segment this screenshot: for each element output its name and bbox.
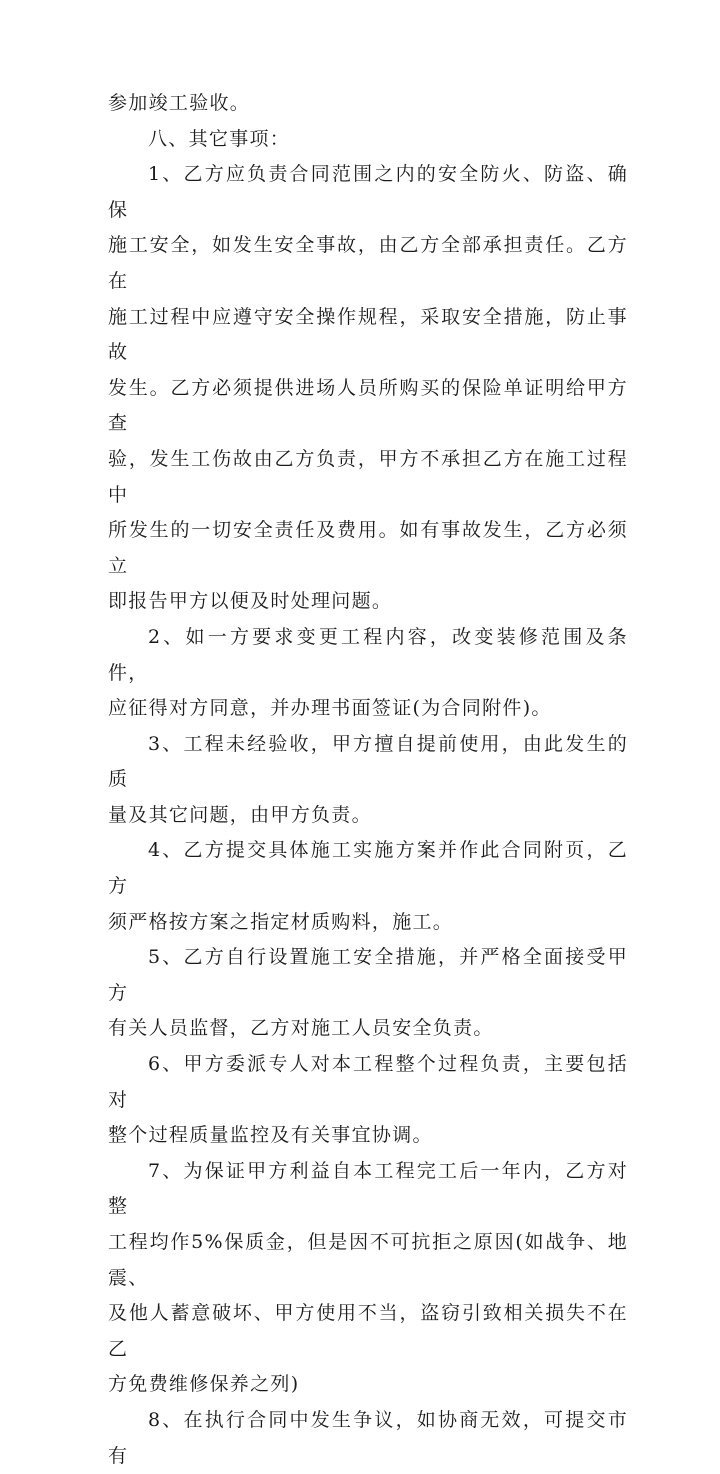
contract-text-body: [108, 86, 628, 1474]
clause-1-safety: 1、乙方应负责合同范围之内的安全防火、防盗、确保 施工安全，如发生安全事故，由乙方全部承担责任。乙方在 施工过程中应遵守安全操作规程，采取安全措施，防止事故 发生。乙方必须提供进场人员所购买的保险单证明给甲方查 验，发生工伤故由乙方负责，甲方不承担乙方在施工过程中 所发生的一切安全责任及费用。如有事故发生，乙方必须立 即报告甲方以便及时处理问题。: [108, 163, 628, 613]
clause-4-plan: 4、乙方提交具体施工实施方案并作此合同附页，乙方 须严格按方案之指定材质购料，施工。: [108, 839, 628, 933]
clause-7-warranty: 7、为保证甲方利益自本工程完工后一年内，乙方对整 工程均作5%保质金，但是因不可抗拒之原因(如战争、地震、 及他人蓄意破坏、甲方使用不当，盗窃引致相关损失不在乙 方免费维修保养之列): [108, 1159, 628, 1396]
paragraph-acceptance-continuation: 参加竣工验收。: [108, 92, 251, 114]
section-heading-other-matters: 八、其它事项：: [148, 127, 291, 150]
clause-6-supervision: 6、甲方委派专人对本工程整个过程负责，主要包括对 整个过程质量监控及有关事宜协调。: [108, 1053, 628, 1147]
clause-5-safety-measures: 5、乙方自行设置施工安全措施，并严格全面接受甲方 有关人员监督，乙方对施工人员安全负责。: [108, 946, 628, 1040]
clause-3-early-use: 3、工程未经验收，甲方擅自提前使用，由此发生的质 量及其它问题，由甲方负责。: [108, 732, 628, 826]
clause-8-disputes: 8、在执行合同中发生争议，如协商无效，可提交市有: [108, 1408, 628, 1467]
clause-2-changes: 2、如一方要求变更工程内容，改变装修范围及条件， 应征得对方同意，并办理书面签证(为合同附件)。: [108, 625, 628, 720]
